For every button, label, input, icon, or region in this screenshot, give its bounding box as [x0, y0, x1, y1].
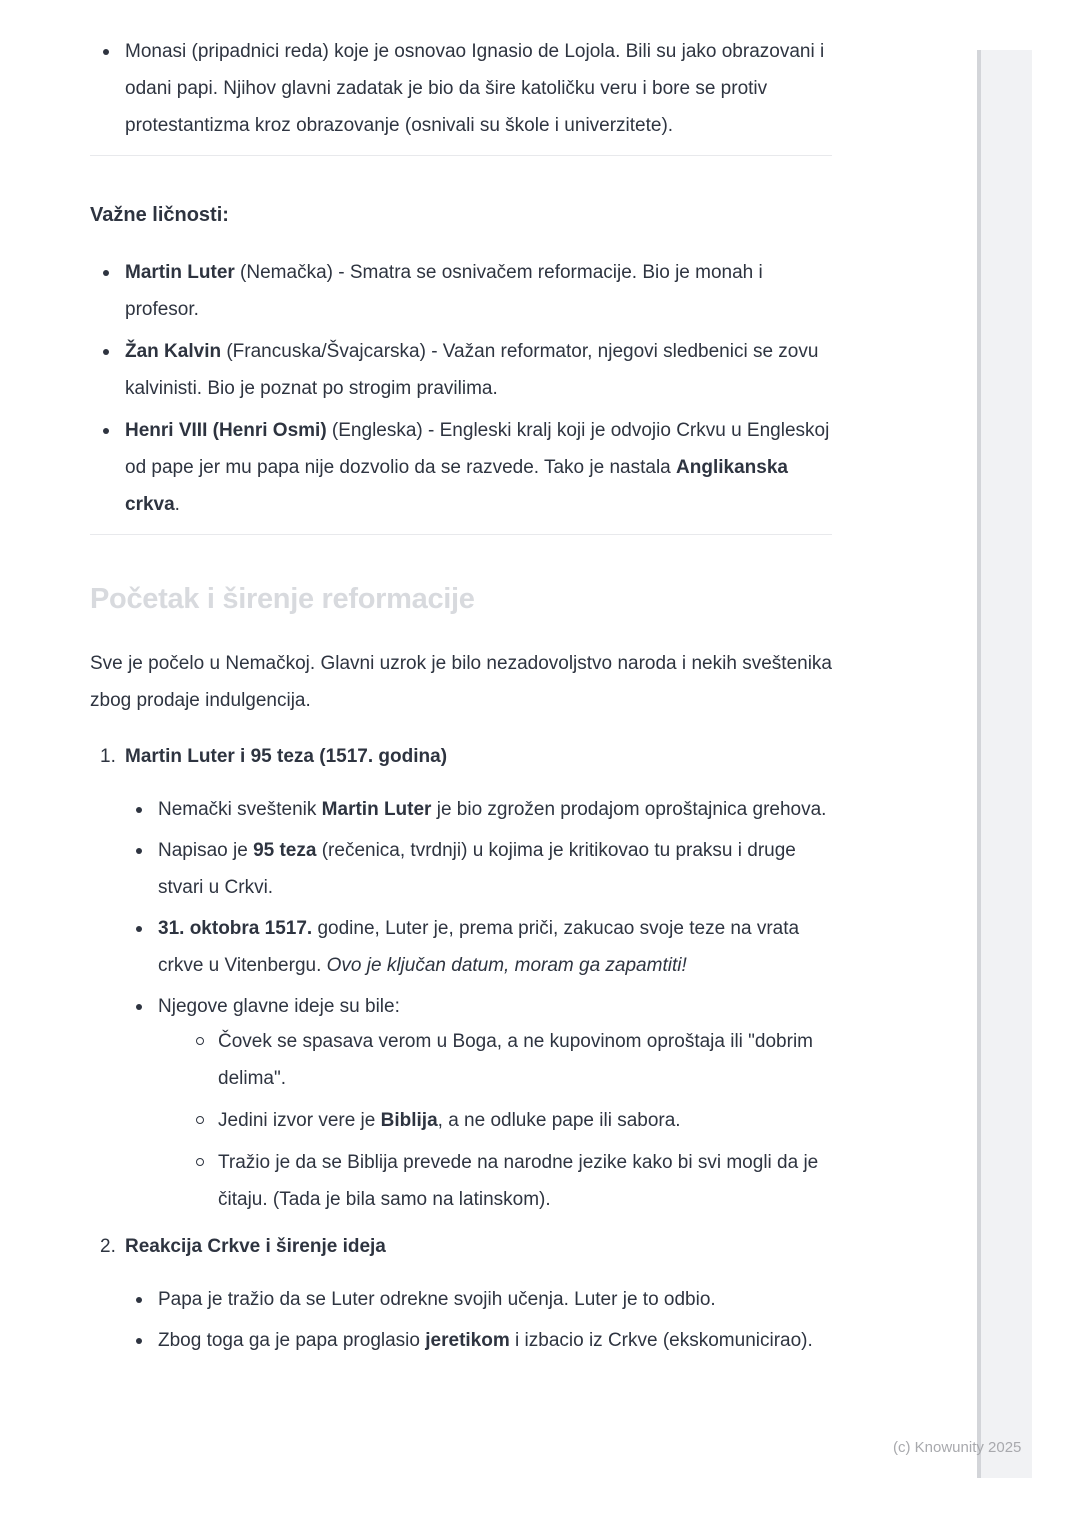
text-bold: Martin Luter — [321, 799, 432, 820]
bullet-icon — [136, 926, 142, 932]
text-run: Papa je tražio da se Luter odrekne svojih učenja. Luter je to odbio. — [158, 1289, 716, 1310]
section-subheading: Važne ličnosti: — [90, 204, 229, 226]
list-item — [188, 1023, 832, 1097]
bullet-icon — [136, 1004, 142, 1010]
numbered-item-number: 1. — [100, 746, 116, 767]
list-item-text — [125, 420, 829, 515]
list-item-text — [125, 262, 763, 320]
bullet-list — [90, 33, 832, 144]
list-item — [188, 1144, 832, 1218]
text-bold: Martin Luter i 95 teza (1517. godina) — [125, 746, 448, 767]
text-run: (Nemačka) - Smatra se osnivačem reformacije. Bio je monah i profesor. — [125, 262, 763, 320]
numbered-item-title — [125, 1236, 386, 1257]
list-item-text — [125, 41, 824, 136]
text-run: i izbacio iz Crkve (ekskomunicirao). — [509, 1330, 813, 1351]
list-item-text — [158, 840, 796, 898]
list-item-text — [218, 1110, 681, 1131]
numbered-item — [90, 738, 832, 775]
list-item — [90, 333, 832, 407]
text-run: je bio zgrožen prodajom oproštajnica grehova. — [431, 799, 827, 820]
watermark-text: (c) Knowunity 2025 — [893, 1439, 1022, 1456]
text-run: Jedini izvor vere je — [218, 1110, 381, 1131]
text-run: Nemački sveštenik — [158, 799, 322, 820]
text-bold: Anglikanska crkva — [125, 457, 788, 515]
list-item — [90, 33, 832, 144]
list-item-text — [158, 918, 799, 976]
bullet-icon — [103, 349, 109, 355]
text-bold: Biblija — [380, 1110, 438, 1131]
text-run: . — [174, 494, 180, 515]
text-bold: Reakcija Crkve i širenje ideja — [125, 1236, 386, 1257]
bullet-icon — [103, 270, 109, 276]
circle-bullet-icon — [196, 1037, 204, 1045]
bullet-list — [90, 254, 832, 523]
text-run: (Francuska/Švajcarska) - Važan reformator, njegovi sledbenici se zovu kalvinisti. Bio je poznat po strogim pravilima. — [125, 341, 819, 399]
scrollbar-track[interactable] — [977, 50, 1032, 1478]
numbered-item — [90, 1228, 832, 1265]
bullet-icon — [136, 1297, 142, 1303]
circle-bullet-icon — [196, 1158, 204, 1166]
list-item — [90, 412, 832, 523]
list-item-text — [125, 341, 818, 399]
list-item — [123, 1322, 832, 1359]
list-item-text — [158, 1289, 716, 1310]
text-run: Čovek se spasava verom u Boga, a ne kupovinom oproštaja ili "dobrim delima". — [218, 1031, 813, 1089]
text-bold: 31. oktobra 1517. — [158, 918, 313, 939]
text-run: Napisao je — [158, 840, 254, 861]
paragraph — [90, 645, 832, 719]
section-divider — [90, 534, 832, 535]
list-item — [123, 988, 832, 1218]
text-bold: Martin Luter — [125, 262, 235, 283]
list-item-text — [218, 1031, 813, 1089]
text-run: Tražio je da se Biblija prevede na narodne jezike kako bi svi mogli da je čitaju. (Tada je bila samo na latinskom). — [218, 1152, 819, 1210]
list-item-text — [158, 799, 826, 820]
numbered-item-number: 2. — [100, 1236, 116, 1257]
text-italic: Ovo je ključan datum, moram ga zapamtiti! — [326, 955, 687, 976]
text-run: Sve je počelo u Nemačkoj. Glavni uzrok je bilo nezadovoljstvo naroda i nekih sveštenika zbog prodaje indulgencija. — [90, 653, 832, 711]
text-run: Zbog toga ga je papa proglasio — [158, 1330, 426, 1351]
bullet-icon — [103, 49, 109, 55]
text-run: (Engleska) - Engleski kralj koji je odvojio Crkvu u Engleskoj od pape jer mu papa nije dozvolio da se razvede. Tako je nastala — [125, 420, 830, 478]
bullet-icon — [136, 807, 142, 813]
text-run: godine, Luter je, prema priči, zakucao svoje teze na vrata crkve u Vitenbergu. — [158, 918, 800, 976]
text-bold: 95 teza — [253, 840, 317, 861]
bullet-list — [188, 1023, 832, 1218]
list-item — [123, 910, 832, 984]
text-bold: Henri VIII (Henri Osmi) — [125, 420, 327, 441]
list-item — [123, 832, 832, 906]
list-item-text — [158, 996, 400, 1017]
list-item — [123, 791, 832, 828]
text-bold: jeretikom — [425, 1330, 510, 1351]
section-heading: Početak i širenje reformacije — [90, 583, 475, 615]
text-run: (rečenica, tvrdnji) u kojima je kritikovao tu praksu i druge stvari u Crkvi. — [158, 840, 796, 898]
list-item-text — [158, 1330, 813, 1351]
text-bold: Žan Kalvin — [125, 341, 222, 362]
circle-bullet-icon — [196, 1116, 204, 1124]
section-divider — [90, 155, 832, 156]
list-item-text — [218, 1152, 818, 1210]
bullet-list — [123, 791, 832, 1218]
bullet-list — [123, 1281, 832, 1359]
bullet-icon — [136, 848, 142, 854]
list-item — [90, 254, 832, 328]
numbered-item-title — [125, 746, 447, 767]
list-item — [188, 1102, 832, 1139]
document-body — [90, 33, 832, 1369]
text-run: , a ne odluke pape ili sabora. — [437, 1110, 681, 1131]
bullet-icon — [136, 1338, 142, 1344]
list-item — [123, 1281, 832, 1318]
text-run: Monasi (pripadnici reda) koje je osnovao Ignasio de Lojola. Bili su jako obrazovani i odani papi. Njihov glavni zadatak je bio da šire katoličku veru i bore se protiv protestantizma kroz obrazovanje (osnivali su škole i univerzitete). — [125, 41, 825, 136]
bullet-icon — [103, 428, 109, 434]
text-run: Njegove glavne ideje su bile: — [158, 996, 400, 1017]
